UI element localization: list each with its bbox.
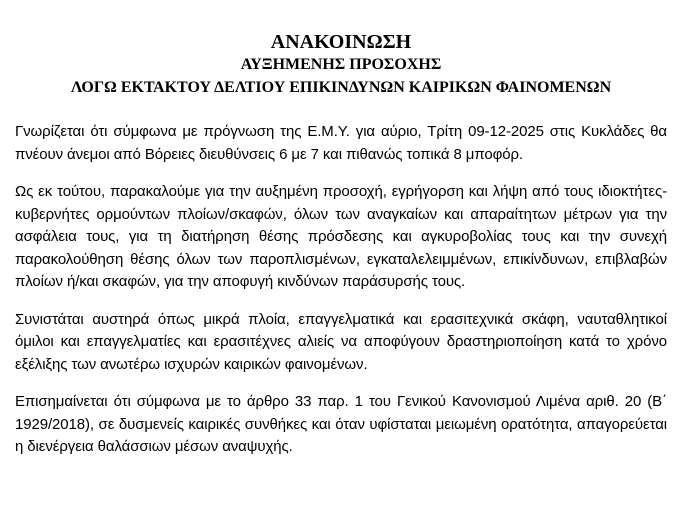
document-subtitle-reason: ΛΟΓΩ ΕΚΤΑΚΤΟΥ ΔΕΛΤΙΟΥ ΕΠΙΚΙΝΔΥΝΩΝ ΚΑΙΡΙΚΩΝ ΦΑΙΝΟΜΕΝΩΝ xyxy=(70,79,612,96)
paragraph-forecast: Γνωρίζεται ότι σύμφωνα με πρόγνωση της Ε.Μ.Υ. για αύριο, Τρίτη 09-12-2025 στις Κυκλάδες θα πνέουν άνεμοι από Βόρειες διευθύνσεις 6 με 7 και πιθανώς τοπικά 8 μποφόρ. xyxy=(15,123,667,163)
document-subtitle: ΑΥΞΗΜΕΝΗΣ ΠΡΟΣΟΧΗΣ xyxy=(240,56,442,73)
paragraph-recommendation: Συνιστάται αυστηρά όπως μικρά πλοία, επαγγελματικά και ερασιτεχνικά σκάφη, ναυταθλητικοί όμιλοι και επαγγελματίες και ερασιτέχνες αλιείς να αποφύγουν δραστηριοποίηση κατά το χρόνο εξέλιξης των ανωτέρω ισχυρών καιρικών φαινομένων. xyxy=(15,310,667,373)
document-body xyxy=(15,121,667,459)
document-title: ΑΝΑΚΟΙΝΩΣΗ xyxy=(270,31,412,53)
paragraph-regulation: Επισημαίνεται ότι σύμφωνα με το άρθρο 33 παρ. 1 του Γενικού Κανονισμού Λιμένα αριθ. 20 (Β΄ 1929/2018), σε δυσμενείς καιρικές συνθήκες και όταν υφίσταται μειωμένη ορατότητα, απαγορεύεται η διενέργεια θαλάσσιων μέσων αναψυχής. xyxy=(15,393,667,455)
announcement-document xyxy=(15,30,667,474)
paragraph-precautions: Ως εκ τούτου, παρακαλούμε για την αυξημένη προσοχή, εγρήγορση και λήψη από τους ιδιοκτήτες-κυβερνήτες ορμούντων πλοίων/σκαφών, όλων των αναγκαίων και απαραίτητων μέτρων για την ασφάλεια τους, για τη διατήρηση θέσης πρόσδεσης και αγκυροβολίας τους και την συνεχή παρακολούθηση θέσης όλων των παροπλισμένων, εγκαταλελειμμένων, επικίνδυνων, επιβλαβών πλοίων ή/και σκαφών, για την αποφυγή κινδύνων παράσυρσής τους. xyxy=(15,183,667,290)
